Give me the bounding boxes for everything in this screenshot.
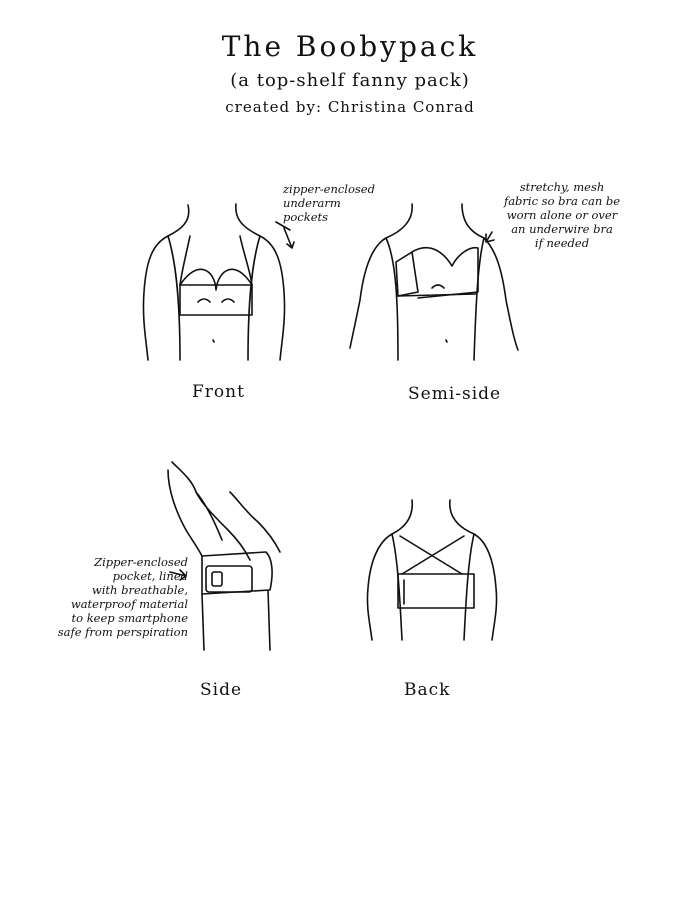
caption-semi-side: Semi-side <box>408 384 502 404</box>
front-annotation-arrow <box>276 222 294 248</box>
back-figure <box>367 500 496 640</box>
semi-side-annotation <box>472 180 652 250</box>
author-byline: created by: Christina Conrad <box>225 98 475 116</box>
page-subtitle: (a top-shelf fanny pack) <box>230 70 470 91</box>
front-annotation <box>283 182 403 224</box>
caption-side: Side <box>200 680 243 700</box>
side-annotation <box>38 555 188 639</box>
caption-front: Front <box>192 382 245 402</box>
front-figure <box>143 204 284 360</box>
page-title: The Boobypack <box>221 30 479 63</box>
semi-side-annotation-text: stretchy, mesh fabric so bra can be worn alone or over an underwire bra if needed <box>503 180 621 250</box>
caption-back: Back <box>404 680 451 700</box>
side-annotation-text: Zipper-enclosed pocket, lined with breathable, waterproof material to keep smartphone safe from perspiration <box>57 555 188 639</box>
front-annotation-text: zipper-enclosed underarm pockets <box>283 182 375 224</box>
